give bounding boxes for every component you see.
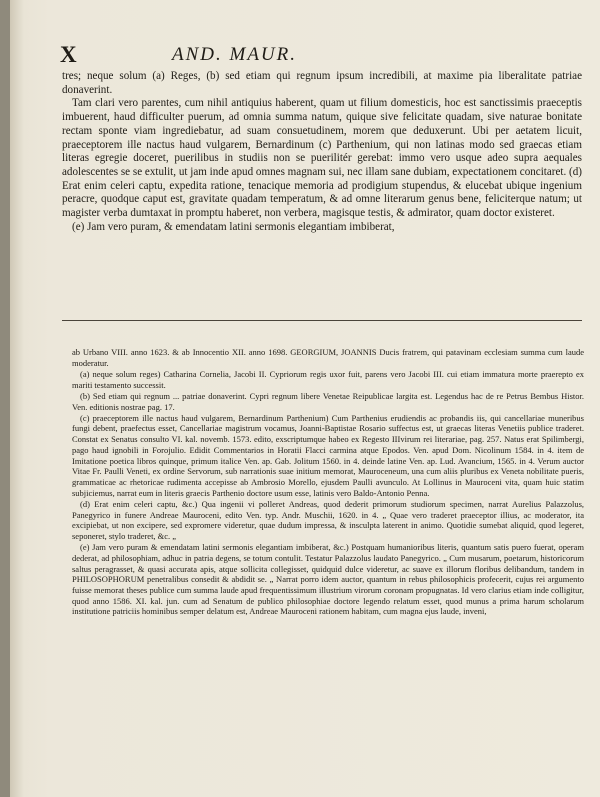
footnote-a: (a) neque solum reges) Catharina Cornelia, Jacobi II. Cypriorum regis uxor fuit, parens vero Jacobi III. cui etiam immatura morte praerepto ex mariti testamento successit. (72, 368, 584, 390)
main-paragraph-1: tres; neque solum (a) Reges, (b) sed etiam qui regnum ipsum incredibili, at maxime pia liberalitate patriae donaverint. (62, 70, 582, 96)
running-title: AND. MAUR. (172, 44, 298, 65)
main-paragraph-2: Tam clari vero parentes, cum nihil antiquius haberent, quam ut filium domesticis, hoc est sanctissimis praeceptis imbuerent, haud difficulter puerum, ad omnia summa natum, quique sive felicitate quadam, sive naturae bonitate rectam sponte viam ingrediebatur, ad suam consuetudinem, morem que deduxerunt. Ubi per aetatem licuit, praeceptorem ille nactus haud vulgarem, Bernardinum (c) Parthenium, qui non latinas modo sed graecas etiam literas egregie doceret, puerilibus in studiis non se puerilitér gerebat: immo vero usque adeo supra aequales adolescentes se se extulit, ut jam inde apud omnes magnam sui, nec illam sane dubiam, expectationem concitaret. (d) Erat enim celeri captu, expedita ratione, tenacique memoria ad prodigium stupendus, & elucebat ubique ingenium peracre, quodque caput est, gravitate quadam temperatum, & ad omne literarum genus bene, feliciterque natum; ut magister verba dumtaxat in promptu haberet, non verbera, magisque testis, & admirator, quam doctor existeret. (62, 97, 582, 220)
main-paragraph-3: (e) Jam vero puram, & emendatam latini sermonis elegantiam imbiberat, (72, 220, 395, 233)
footnote-continued: ab Urbano VIII. anno 1623. & ab Innocentio XII. anno 1698. GEORGIUM, JOANNIS Ducis fratrem, qui patavinam ecclesiam summa cum laude moderatur. (72, 347, 584, 368)
footnote-separator (62, 320, 582, 321)
footnote-e: (e) Jam vero puram & emendatam latini sermonis elegantiam imbiberat, &c.) Postquam humanioribus literis, quantum satis puero fuerat, operam dederat, ad philosophiam, adhuc in patria degens, se totum contulit. Testatur Palazzolus laudato Panegyrico. „ Cum musarum, poetarum, historicorum saltus peragrasset, & quasi accurata apis, atque sollicita collegisset, quidquid dulce videretur, ac suave ex illorum floribus delibandum, tandem in PHILOSOPHORUM penetralibus consedit & abdidit se. „ Narrat porro idem auctor, quantum in rebus philosophicis profecerit, cujus rei argumento fuisse memorat theses publice cum summa laude apud frequentissimum illustrium virorum coronam propugnatas. Id vero clarius etiam inde colligitur, quod anno 1586. XI. kal. jun. cum ad Senatum de publico philosophiae doctore legendo relatum esset, quod munus a prima harum scholarum institutione patriciis hominibus semper delatum est, Andreae Mauroceni rationem habitam, cum magna ejus laude, inveni, (72, 542, 584, 617)
book-spine (0, 0, 10, 797)
footnote-b: (b) Sed etiam qui regnum ... patriae donaverint. Cypri regnum libere Venetae Reipublicae largita est. Legendus hac de re Petrus Bembus Histor. Ven. editionis nostrae pag. 17. (72, 390, 584, 412)
main-text (62, 70, 582, 234)
page-number: X (60, 42, 78, 67)
footnote-d: (d) Erat enim celeri captu, &c.) Qua ingenii vi polleret Andreas, quod dederit primorum studiorum specimen, narrat Aurelius Palazzolus, Panegyrico in funere Andreae Mauroceni, edito Ven. typ. Andr. Muschii, 1620. in 4. „ Quae vero traderet praeceptor illius, ac moderator, ita excipiebat, ut non excipere, sed expromere videretur, quae dudum impressa, & insculpta laterent in animo. Quotidie sumebat aliquid, quod legeret, seponeret, stylo traderet, &c. „ (72, 498, 584, 541)
book-page (10, 0, 600, 797)
footnote-c: (c) praeceptorem ille nactus haud vulgarem, Bernardinum Parthenium) Cum Parthenius erudiendis ac probandis iis, qui cancellariae muneribus fungi debent, praefectus esset, Cancellariae magistrum vocamus, Joanni-Baptistae Rosario suffectus est, ut graecas literas Venetiis publice traderet. Constat ex Senatus consulto VI. kal. novemb. 1573. edito, exscriptumque habeo ex Regesto IIIvirum rei literariae, pag. 257. Natus erat Spilimbergi, pago haud ignobili in Forojulio. Edidit Commentarios in Horatii Flacci carmina atque Epodos. Ven. apud Dom. Nicolinum 1584. in 4. item de Imitatione poetica libros quinque, primum italice Ven. ap. Gab. Jolitum 1560. in 4. deinde latine Ven. ap. Lud. Avancium, 1565. in 4. Verum auctor Vitae Fr. Paulli Veneti, ex ordine Servorum, sub narrationis suae initium memorat, Mauroceneum, una cum aliis pluribus ex Veneta nobilitate pueris, grammaticae ac rhetoricae rudimenta accepisse ab Ambrosio Morello, ejusdem Paulli avunculo. At Lollinus in Mauroceni vita, quam huic statim subjiciemus, narrat eum in literis graecis Parthenio doctore usum esse, latinis vero Baldo-Antonio Penna. (72, 412, 584, 498)
footnotes (72, 347, 584, 618)
running-header (60, 42, 580, 72)
